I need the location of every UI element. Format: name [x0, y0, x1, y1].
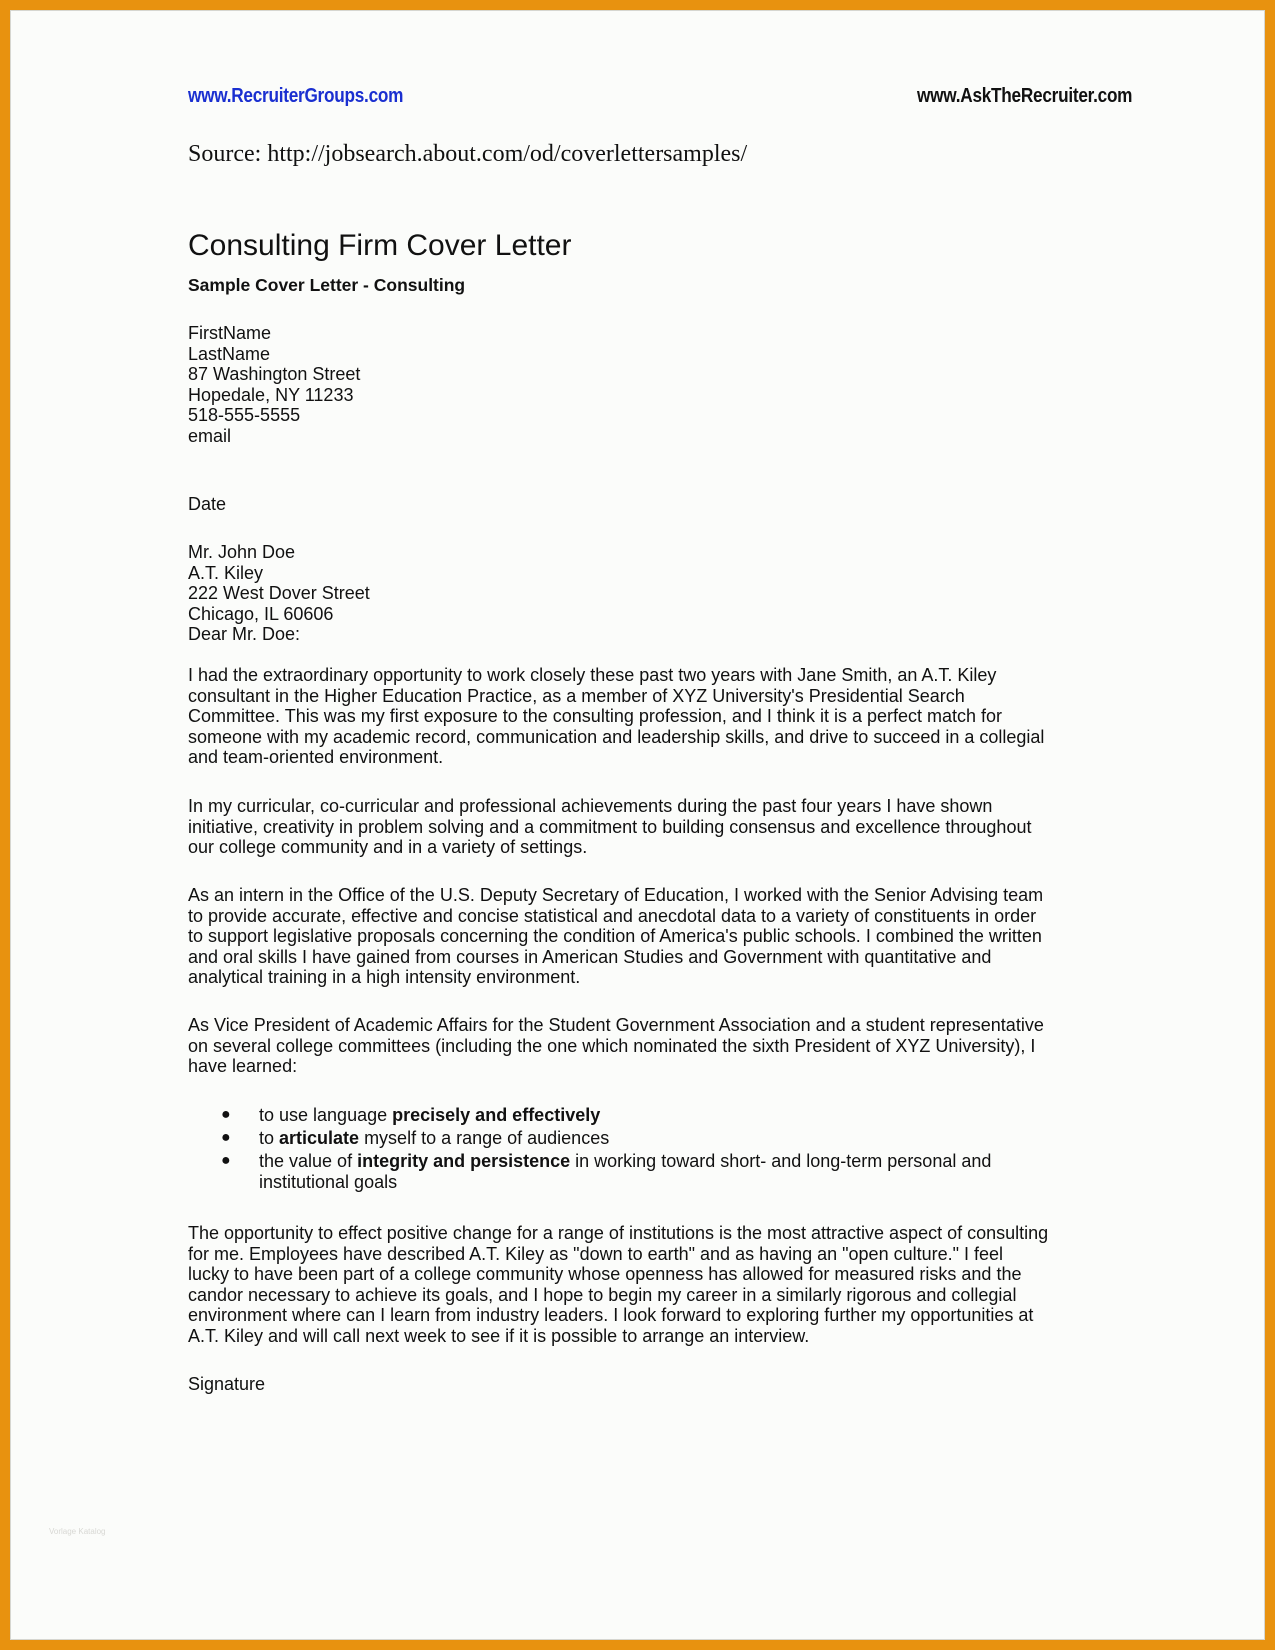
paragraph-line: have learned:	[188, 1056, 298, 1076]
signature-line: Signature	[188, 1374, 266, 1394]
paragraph-line: for me. Employees have described A.T. Kiley as "down to earth" and as having an "open culture." I feel	[188, 1243, 1004, 1264]
paragraph-line: and oral skills I have gained from courses in American Studies and Government with quantitative and	[188, 946, 992, 967]
bullet-bold: integrity and persistence	[357, 1151, 571, 1171]
bullet-bold: articulate	[279, 1128, 360, 1148]
paragraph-line: lucky to have been part of a college community whose openness has allowed for measured risks and the	[188, 1264, 1022, 1284]
recipient-line: Dear Mr. Doe:	[188, 624, 301, 644]
document-page	[10, 10, 1265, 1640]
learned-list	[221, 1105, 991, 1195]
asktherecruiter-link[interactable]: www.AskTheRecruiter.com	[916, 85, 1132, 107]
paragraph-line: initiative, creativity in problem solving and a commitment to building consensus and excellence throughout	[188, 816, 1032, 837]
date-line: Date	[188, 494, 227, 514]
paragraph-line: As Vice President of Academic Affairs for the Student Government Association and a student representative	[188, 1015, 1044, 1035]
paragraph-line: and team-oriented environment.	[188, 747, 444, 767]
recruitergroups-link[interactable]: www.RecruiterGroups.com	[188, 85, 404, 107]
body-paragraph-2	[188, 796, 1058, 858]
recipient-line: Mr. John Doe	[188, 542, 296, 562]
paragraph-line: In my curricular, co-curricular and professional achievements during the past four years I have shown	[188, 796, 993, 816]
page-subtitle: Sample Cover Letter - Consulting	[188, 275, 466, 295]
bullet-text: to use language	[259, 1105, 393, 1125]
paragraph-line: to support legislative proposals concerning the condition of America's public schools. I combined the written	[188, 926, 1042, 946]
sender-line: FirstName	[188, 323, 272, 343]
bullet-bold: precisely and effectively	[392, 1105, 601, 1125]
paragraph-line: our college community and in a variety of settings.	[188, 837, 588, 857]
bullet-text: myself to a range of audiences	[359, 1128, 610, 1148]
bullet-icon: ●	[221, 1106, 231, 1123]
paragraph-line: As an intern in the Office of the U.S. Deputy Secretary of Education, I worked with the Senior Advising team	[188, 885, 1044, 905]
bullet-text: the value of	[259, 1151, 358, 1171]
recipient-address	[188, 542, 370, 645]
paragraph-line: consultant in the Higher Education Practice, as a member of XYZ University's Presidential Search	[188, 685, 965, 706]
list-item	[221, 1151, 991, 1192]
body-paragraph-4	[188, 1015, 1058, 1077]
paragraph-line: I had the extraordinary opportunity to work closely these past two years with Jane Smith, an A.T. Kiley	[188, 665, 997, 685]
paragraph-line: The opportunity to effect positive change for a range of institutions is the most attractive aspect of consulting	[188, 1223, 1049, 1243]
sender-line: Hopedale, NY 11233	[188, 384, 354, 405]
source-line: Source: http://jobsearch.about.com/od/coverlettersamples/	[188, 141, 748, 167]
bullet-text: institutional goals	[259, 1171, 398, 1192]
list-item	[221, 1105, 991, 1126]
paragraph-line: candor necessary to achieve its goals, and I hope to begin my career in a similarly rigorous and collegial	[188, 1284, 1017, 1305]
sender-address	[188, 323, 360, 446]
paragraph-line: someone with my academic record, communication and leadership skills, and drive to succeed in a collegial	[188, 726, 1045, 747]
bullet-text: to	[259, 1128, 280, 1148]
watermark: Vorlage Katalog	[49, 1527, 106, 1536]
paragraph-line: environment where can I learn from industry leaders. I look forward to exploring further my opportunities at	[188, 1305, 1034, 1325]
bullet-icon: ●	[221, 1152, 231, 1169]
body-paragraph-1	[188, 665, 1058, 768]
list-item	[221, 1128, 991, 1149]
paragraph-line: to provide accurate, effective and concise statistical and anecdotal data to a variety of constituents in order	[188, 905, 1037, 926]
closing-paragraph	[188, 1223, 1058, 1346]
recipient-line: Chicago, IL 60606	[188, 603, 334, 624]
bullet-text: in working toward short- and long-term personal and	[570, 1151, 992, 1171]
sender-line: email	[188, 425, 232, 446]
paragraph-line: A.T. Kiley and will call next week to see if it is possible to arrange an interview.	[188, 1325, 810, 1346]
bullet-icon: ●	[221, 1129, 231, 1146]
sender-line: 518-555-5555	[188, 405, 301, 425]
page-title: Consulting Firm Cover Letter	[188, 229, 572, 262]
paragraph-line: Committee. This was my first exposure to the consulting profession, and I think it is a perfect match for	[188, 706, 1003, 726]
paragraph-line: analytical training in a high intensity environment.	[188, 967, 581, 987]
recipient-line: A.T. Kiley	[188, 562, 264, 583]
paragraph-line: on several college committees (including the one which nominated the sixth President of XYZ University), I	[188, 1035, 1036, 1056]
sender-line: LastName	[188, 343, 271, 364]
recipient-line: 222 West Dover Street	[188, 583, 370, 603]
body-paragraph-3	[188, 885, 1058, 988]
sender-line: 87 Washington Street	[188, 364, 361, 384]
